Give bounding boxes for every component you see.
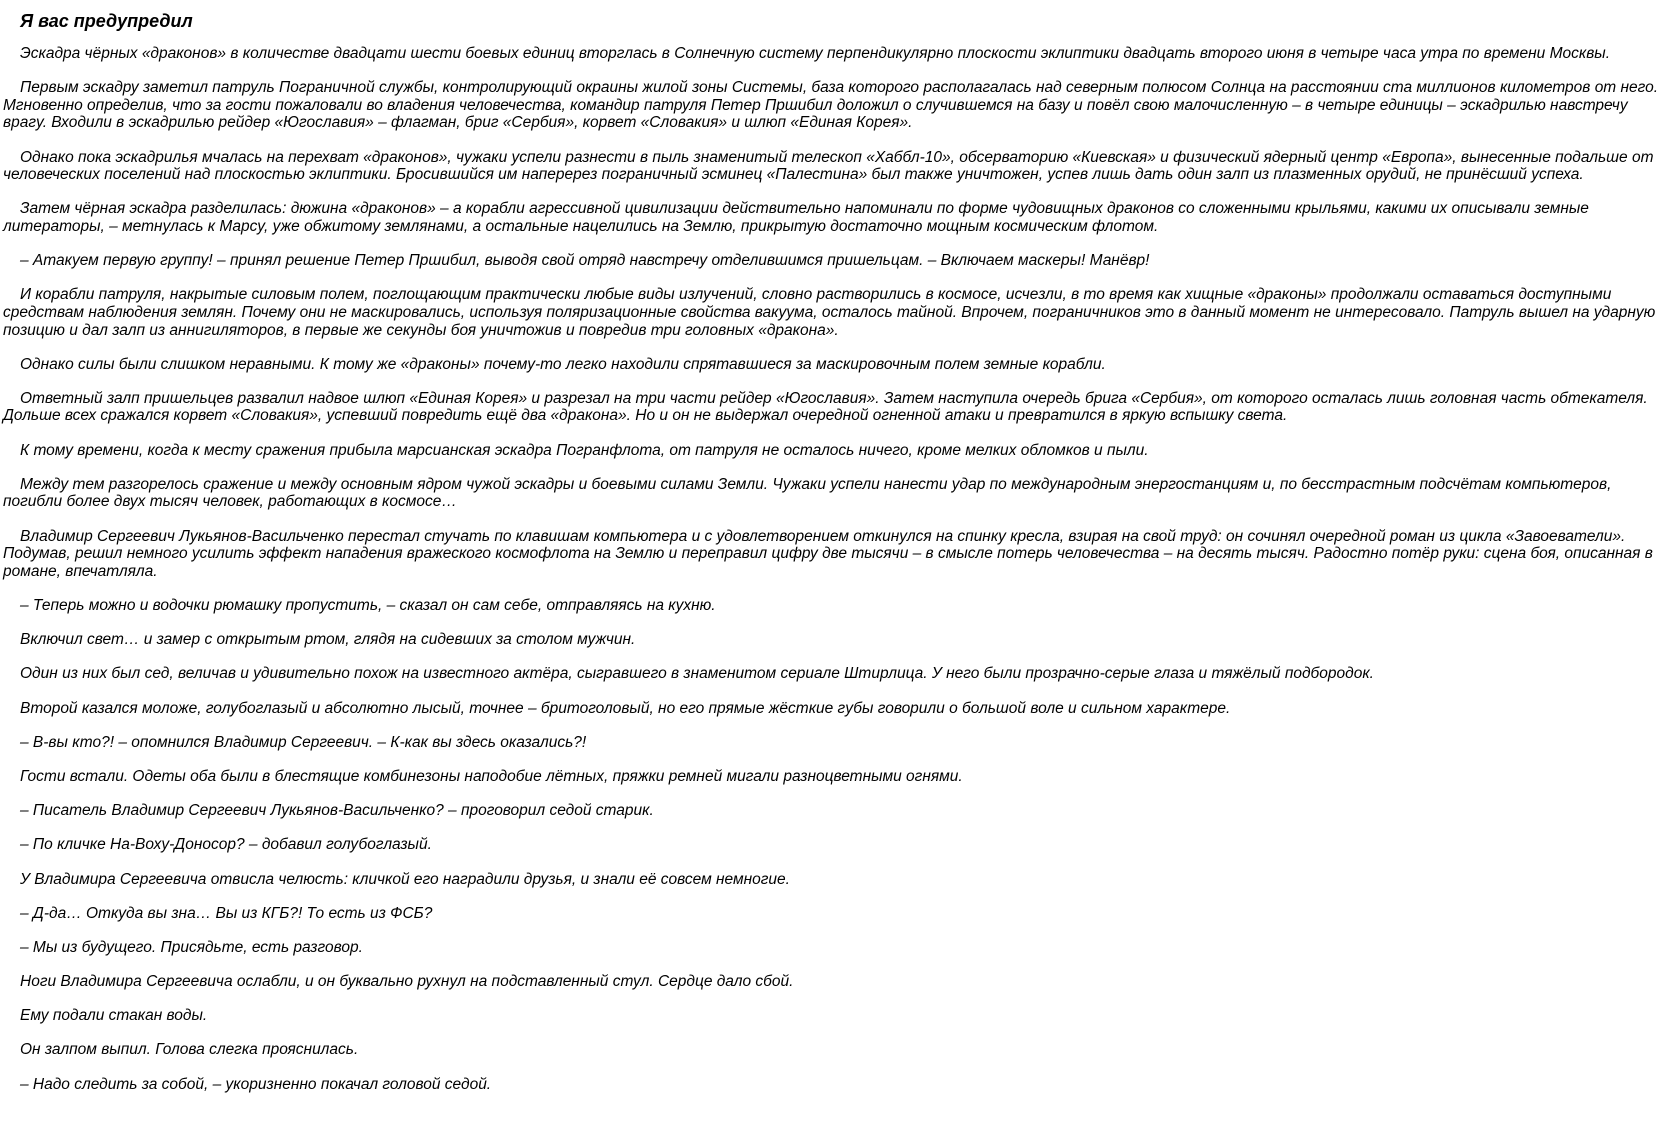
paragraph: Между тем разгорелось сражение и между основным ядром чужой эскадры и боевыми силами Земли. Чужаки успели нанести удар по международным энергостанциям и, по бесстрастным подсчётам компьютеров, погибли более двух тысяч человек, работающих в космосе…	[3, 475, 1612, 511]
paragraph: – Атакуем первую группу! – принял решение Петер Пршибил, выводя свой отряд навстречу отделившимся пришельцам. – Включаем маскеры! Манёвр!	[20, 252, 1150, 270]
paragraph: Первым эскадру заметил патруль Пограничной службы, контролирующий окраины жилой зоны Системы, база которого располагалась над северным полюсом Солнца на расстоянии ста миллионов километров от него. Мгновенно определив, что за гости пожаловали во владения человечества, командир патруля Петер Пршибил доложил о случившемся на базу и повёл свою малочисленную – в четыре единицы – эскадрилью навстречу врагу. Входили в эскадрилью рейдер «Югославия» – флагман, бриг «Сербия», корвет «Словакия» и шлюп «Единая Корея».	[3, 79, 1659, 132]
paragraph: К тому времени, когда к месту сражения прибыла марсианская эскадра Погранфлота, от патруля не осталось ничего, кроме мелких обломков и пыли.	[20, 441, 1149, 459]
paragraph: Второй казался моложе, голубоглазый и абсолютно лысый, точнее – бритоголовый, но его прямые жёсткие губы говорили о большой воле и сильном характере.	[20, 699, 1231, 717]
paragraph: – Писатель Владимир Сергеевич Лукьянов-Васильченко? – проговорил седой старик.	[20, 802, 654, 820]
paragraph: – Д-да… Откуда вы зна… Вы из КГБ?! То есть из ФСБ?	[20, 904, 433, 922]
paragraph: – В-вы кто?! – опомнился Владимир Сергеевич. – К-как вы здесь оказались?!	[20, 733, 587, 751]
paragraph: У Владимира Сергеевича отвисла челюсть: кличкой его наградили друзья, и знали её совсем немногие.	[20, 870, 790, 888]
paragraph: – Мы из будущего. Присядьте, есть разговор.	[20, 938, 363, 956]
paragraph: Однако пока эскадрилья мчалась на перехват «драконов», чужаки успели разнести в пыль знаменитый телескоп «Хаббл-10», обсерваторию «Киевская» и физический ядерный центр «Европа», вынесенные подальше от человеческих поселений над плоскостью эклиптики. Бросившийся им наперерез пограничный эсминец «Палестина» был также уничтожен, успев лишь дать один залп из плазменных орудий, не принёсший успеха.	[3, 148, 1654, 184]
paragraph: Включил свет… и замер с открытым ртом, глядя на сидевших за столом мужчин.	[20, 631, 636, 649]
paragraph: Ответный залп пришельцев развалил надвое шлюп «Единая Корея» и разрезал на три части рейдер «Югославия». Затем наступила очередь брига «Сербия», от которого осталась лишь головная часть обтекателя. Дольше всех сражался корвет «Словакия», успевший повредить ещё два «дракона». Но и он не выдержал очередной огненной атаки и превратился в яркую вспышку света.	[3, 389, 1648, 425]
paragraph: Владимир Сергеевич Лукьянов-Васильченко перестал стучать по клавишам компьютера и с удовлетворением откинулся на спинку кресла, взирая на свой труд: он сочинял очередной роман из цикла «Завоеватели». Подумав, решил немного усилить эффект нападения вражеского космофлота на Землю и переправил цифру две тысячи – в смысле потерь человечества – на десять тысяч. Радостно потёр руки: сцена боя, описанная в романе, впечатляла.	[3, 527, 1653, 580]
document-title: Я вас предупредил	[20, 11, 193, 31]
paragraph: Гости встали. Одеты оба были в блестящие комбинезоны наподобие лётных, пряжки ремней мигали разноцветными огнями.	[20, 767, 963, 785]
paragraph: Эскадра чёрных «драконов» в количестве двадцати шести боевых единиц вторглась в Солнечную систему перпендикулярно плоскости эклиптики двадцать второго июня в четыре часа утра по времени Москвы.	[20, 45, 1610, 62]
paragraph: Затем чёрная эскадра разделилась: дюжина «драконов» – а корабли агрессивной цивилизации действительно напоминали по форме чудовищных драконов со сложенными крыльями, какими их описывали земные литераторы, – метнулась к Марсу, уже обжитому землянами, а остальные нацелились на Землю, прикрытую достаточно мощным космическим флотом.	[3, 200, 1589, 235]
paragraph: Он залпом выпил. Голова слегка прояснилась.	[20, 1041, 359, 1059]
paragraph: Один из них был сед, величав и удивительно похож на известного актёра, сыгравшего в знаменитом сериале Штирлица. У него были прозрачно-серые глаза и тяжёлый подбородок.	[20, 665, 1374, 683]
paragraph: И корабли патруля, накрытые силовым полем, поглощающим практически любые виды излучений, словно растворились в космосе, исчезли, в то время как хищные «драконы» продолжали оставаться доступными средствам наблюдения землян. Почему они не маскировались, используя поляризационные свойства вакуума, осталось тайной. Впрочем, пограничников это в данный момент не интересовало. Патруль вышел на ударную позицию и дал залп из аннигиляторов, в первые же секунды боя уничтожив и повредив три головных «дракона».	[3, 286, 1656, 339]
paragraph: Ноги Владимира Сергеевича ослабли, и он буквально рухнул на подставленный стул. Сердце дало сбой.	[20, 973, 794, 991]
paragraph: Ему подали стакан воды.	[20, 1007, 208, 1025]
document-body	[3, 45, 1664, 1093]
paragraph: – По кличке На-Воху-Доносор? – добавил голубоглазый.	[20, 836, 432, 854]
paragraph: – Надо следить за собой, – укоризненно покачал головой седой.	[20, 1075, 492, 1093]
paragraph: Однако силы были слишком неравными. К тому же «драконы» почему-то легко находили спрятавшиеся за маскировочным полем земные корабли.	[20, 355, 1106, 373]
paragraph: – Теперь можно и водочки рюмашку пропустить, – сказал он сам себе, отправляясь на кухню.	[20, 597, 716, 614]
